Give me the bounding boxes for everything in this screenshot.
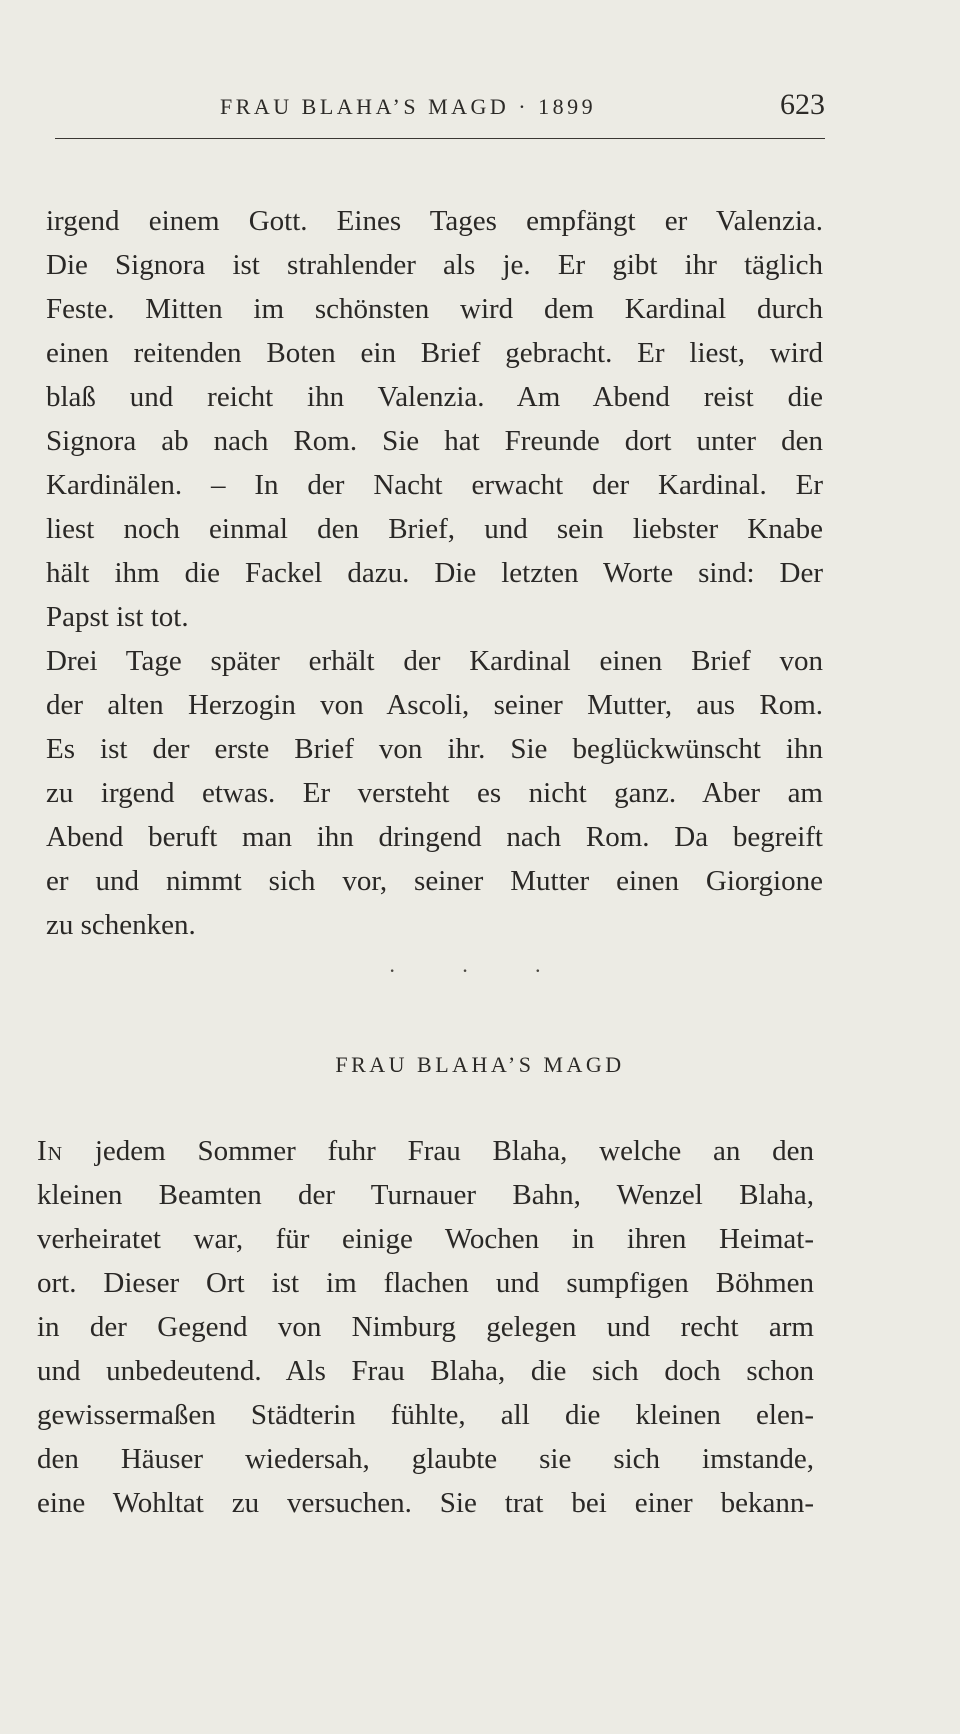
- text-line: irgend einem Gott. Eines Tages empfängt er Valenzia.: [46, 205, 823, 237]
- text-line: Die Signora ist strahlender als je. Er gibt ihr täglich: [46, 249, 823, 281]
- section-separator: · · ·: [388, 958, 572, 983]
- text-line: in der Gegend von Nimburg gelegen und recht arm: [37, 1311, 814, 1343]
- running-header: [55, 88, 825, 139]
- text-line: den Häuser wiedersah, glaubte sie sich imstande,: [37, 1443, 814, 1475]
- text-line: und unbedeutend. Als Frau Blaha, die sich doch schon: [37, 1355, 814, 1387]
- text-line: Papst ist tot.: [46, 601, 189, 633]
- text-block-bottom: [37, 1129, 814, 1525]
- text-line: Signora ab nach Rom. Sie hat Freunde dort unter den: [46, 425, 823, 457]
- text-line: der alten Herzogin von Ascoli, seiner Mutter, aus Rom.: [46, 689, 823, 721]
- text-line: gewissermaßen Städterin fühlte, all die kleinen elen-: [37, 1399, 814, 1431]
- text-line: liest noch einmal den Brief, und sein liebster Knabe: [46, 513, 823, 545]
- section-title: FRAU BLAHA’S MAGD: [335, 1052, 625, 1077]
- drop-cap: In: [37, 1135, 64, 1167]
- text-line: er und nimmt sich vor, seiner Mutter einen Giorgione: [46, 865, 823, 897]
- text-line: Abend beruft man ihn dringend nach Rom. Da begreift: [46, 821, 823, 853]
- text-line: zu schenken.: [46, 909, 196, 941]
- text-line: ort. Dieser Ort ist im flachen und sumpfigen Böhmen: [37, 1267, 814, 1299]
- text-line: kleinen Beamten der Turnauer Bahn, Wenzel Blaha,: [37, 1179, 814, 1211]
- text-block-top: [46, 199, 823, 947]
- text-line: verheiratet war, für einige Wochen in ihren Heimat-: [37, 1223, 814, 1255]
- first-line-rest: jedem Sommer fuhr Frau Blaha, welche an den: [63, 1135, 814, 1167]
- text-line: Es ist der erste Brief von ihr. Sie beglückwünscht ihn: [46, 733, 823, 765]
- text-line: eine Wohltat zu versuchen. Sie trat bei einer bekann-: [37, 1487, 814, 1519]
- text-line: blaß und reicht ihn Valenzia. Am Abend reist die: [46, 381, 823, 413]
- text-line: Kardinälen. – In der Nacht erwacht der Kardinal. Er: [46, 469, 823, 501]
- text-line: Drei Tage später erhält der Kardinal einen Brief von: [46, 645, 823, 677]
- running-title: FRAU BLAHA’S MAGD · 1899: [220, 94, 597, 119]
- text-line: einen reitenden Boten ein Brief gebracht. Er liest, wird: [46, 337, 823, 369]
- text-line-first: [37, 1129, 814, 1173]
- text-line: hält ihm die Fackel dazu. Die letzten Worte sind: Der: [46, 557, 823, 589]
- text-line: Feste. Mitten im schönsten wird dem Kardinal durch: [46, 293, 823, 325]
- page-number: 623: [780, 88, 825, 121]
- text-line: zu irgend etwas. Er versteht es nicht ganz. Aber am: [46, 777, 823, 809]
